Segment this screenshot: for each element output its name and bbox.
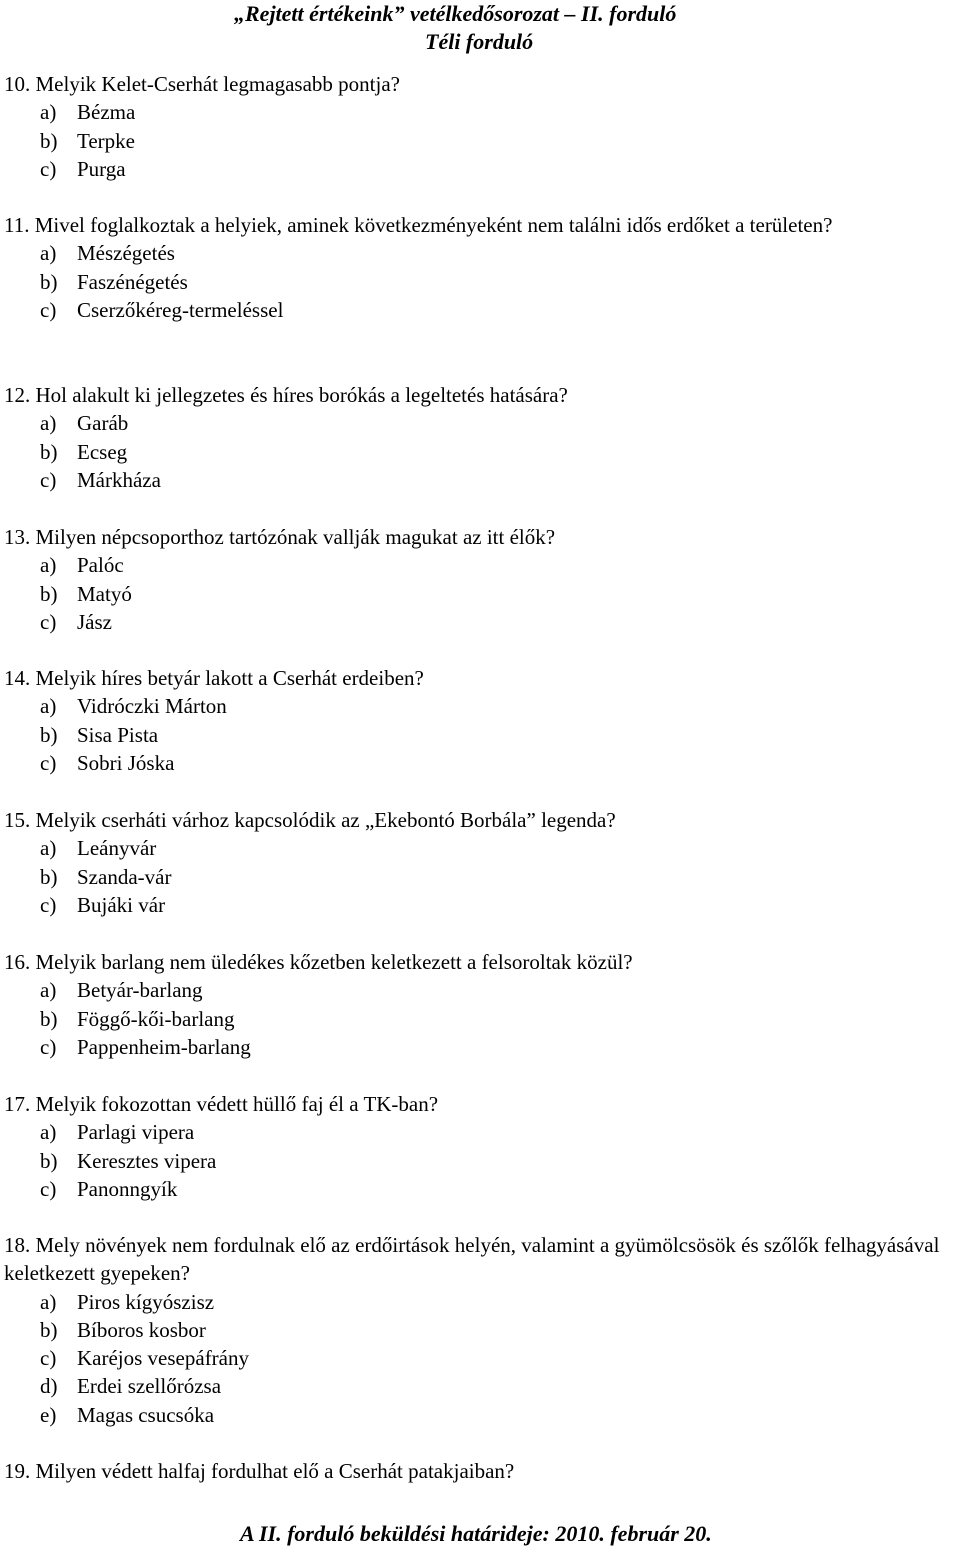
question-item <box>4 948 956 1061</box>
question-number: 14. <box>4 666 31 690</box>
option-letter: a) <box>40 978 57 1003</box>
question-text <box>4 523 956 551</box>
question-body: Melyik híres betyár lakott a Cserhát erdeiben? <box>35 666 424 690</box>
question-item <box>4 211 956 324</box>
question-item <box>4 806 956 919</box>
question-body: Milyen védett halfaj fordulhat elő a Cserhát patakjaiban? <box>35 1459 515 1483</box>
option-text: Terpke <box>77 128 135 153</box>
question-item <box>4 381 956 494</box>
option-text: Márkháza <box>77 467 161 492</box>
option-text: Faszénégetés <box>77 269 188 294</box>
answer-option <box>4 1288 956 1316</box>
option-letter: b) <box>40 1006 58 1031</box>
question-body: Melyik barlang nem üledékes kőzetben keletkezett a felsoroltak közül? <box>35 950 633 974</box>
option-text: Sisa Pista <box>77 722 159 747</box>
option-letter: b) <box>40 439 58 464</box>
answer-option <box>4 1005 956 1033</box>
option-letter: b) <box>40 269 58 294</box>
option-letter: b) <box>40 722 58 747</box>
question-number: 18. <box>4 1233 31 1257</box>
question-text <box>4 664 956 692</box>
option-letter: c) <box>40 467 57 492</box>
option-text: Pappenheim-barlang <box>77 1034 251 1059</box>
question-text <box>4 381 956 409</box>
option-letter: a) <box>40 553 57 578</box>
question-text <box>4 211 956 239</box>
question-item <box>4 1231 956 1429</box>
answer-option <box>4 1344 956 1372</box>
option-letter: c) <box>40 609 57 634</box>
question-body: Melyik cserháti várhoz kapcsolódik az „Ekebontó Borbála” legenda? <box>35 808 616 832</box>
question-text <box>4 1457 956 1485</box>
option-letter: c) <box>40 297 57 322</box>
round-subtitle: Téli forduló <box>425 29 534 54</box>
option-text: Föggő-kői-barlang <box>77 1006 235 1031</box>
answer-option <box>4 976 956 1004</box>
question-number: 19. <box>4 1459 31 1483</box>
question-body: Hol alakult ki jellegzetes és híres borókás a legeltetés hatására? <box>35 383 568 407</box>
option-letter: a) <box>40 100 57 125</box>
option-letter: b) <box>40 581 58 606</box>
question-body: Milyen népcsoporthoz tartózónak vallják magukat az itt élők? <box>35 525 556 549</box>
option-letter: a) <box>40 1289 57 1314</box>
answer-option <box>4 749 956 777</box>
option-letter: b) <box>40 864 58 889</box>
answer-option <box>4 127 956 155</box>
option-letter: c) <box>40 1346 57 1371</box>
question-item <box>4 523 956 636</box>
answer-option <box>4 692 956 720</box>
answer-option <box>4 1316 956 1344</box>
option-text: Parlagi vipera <box>77 1120 195 1145</box>
answer-option <box>4 1401 956 1429</box>
answer-option <box>4 1033 956 1061</box>
answer-option <box>4 268 956 296</box>
option-text: Sobri Jóska <box>77 750 175 775</box>
question-text <box>4 70 956 98</box>
question-text <box>4 1090 956 1118</box>
option-text: Garáb <box>77 411 129 436</box>
question-body: Mely növények nem fordulnak elő az erdőirtások helyén, valamint a gyümölcsösök és szőlők felhagyásával keletkezett gyepeken? <box>4 1233 940 1286</box>
option-text: Palóc <box>77 553 124 578</box>
option-text: Karéjos vesepáfrány <box>77 1346 249 1371</box>
option-letter: b) <box>40 128 58 153</box>
answer-option <box>4 1175 956 1203</box>
option-letter: d) <box>40 1374 58 1399</box>
answer-option <box>4 466 956 494</box>
question-text <box>4 806 956 834</box>
option-letter: e) <box>40 1402 57 1427</box>
option-text: Purga <box>77 156 126 181</box>
answer-option <box>4 1118 956 1146</box>
answer-option <box>4 296 956 324</box>
answer-option <box>4 98 956 126</box>
option-text: Piros kígyószisz <box>77 1289 215 1314</box>
option-letter: a) <box>40 1120 57 1145</box>
question-body: Melyik fokozottan védett hüllő faj él a TK-ban? <box>35 1092 439 1116</box>
answer-option <box>4 721 956 749</box>
option-letter: a) <box>40 694 57 719</box>
option-text: Mészégetés <box>77 241 175 266</box>
option-letter: a) <box>40 241 57 266</box>
option-letter: c) <box>40 156 57 181</box>
option-text: Magas csucsóka <box>77 1402 215 1427</box>
option-letter: c) <box>40 750 57 775</box>
answer-option <box>4 863 956 891</box>
answer-option <box>4 551 956 579</box>
option-text: Bézma <box>77 100 136 125</box>
option-letter: b) <box>40 1148 58 1173</box>
question-item <box>4 1457 956 1485</box>
page-header <box>0 0 960 60</box>
option-text: Jász <box>77 609 112 634</box>
option-text: Vidróczki Márton <box>77 694 227 719</box>
option-text: Bujáki vár <box>77 892 166 917</box>
option-text: Ecseg <box>77 439 128 464</box>
question-number: 15. <box>4 808 31 832</box>
question-body: Melyik Kelet-Cserhát legmagasabb pontja? <box>35 72 400 96</box>
question-item <box>4 70 956 183</box>
deadline-footer: A II. forduló beküldési határideje: 2010. február 20. <box>240 1521 712 1546</box>
question-number: 12. <box>4 383 31 407</box>
question-text <box>4 1231 956 1288</box>
series-title: „Rejtett értékeink” vetélkedősorozat – II. forduló <box>234 1 677 26</box>
option-text: Betyár-barlang <box>77 978 203 1003</box>
option-letter: b) <box>40 1317 58 1342</box>
answer-option <box>4 155 956 183</box>
option-text: Keresztes vipera <box>77 1148 217 1173</box>
question-item <box>4 1090 956 1203</box>
option-text: Cserzőkéreg-termeléssel <box>77 297 284 322</box>
answer-option <box>4 580 956 608</box>
answer-option <box>4 834 956 862</box>
answer-option <box>4 1147 956 1175</box>
answer-option <box>4 1372 956 1400</box>
option-text: Bíboros kosbor <box>77 1317 206 1342</box>
question-number: 16. <box>4 950 31 974</box>
option-letter: a) <box>40 411 57 436</box>
question-number: 17. <box>4 1092 31 1116</box>
question-text <box>4 948 956 976</box>
option-letter: a) <box>40 836 57 861</box>
question-number: 11. <box>4 213 30 237</box>
answer-option <box>4 891 956 919</box>
answer-option <box>4 608 956 636</box>
question-item <box>4 664 956 777</box>
answer-option <box>4 239 956 267</box>
option-letter: c) <box>40 892 57 917</box>
answer-option <box>4 438 956 466</box>
option-letter: c) <box>40 1034 57 1059</box>
option-text: Matyó <box>77 581 132 606</box>
option-text: Leányvár <box>77 836 157 861</box>
option-text: Panonngyík <box>77 1176 178 1201</box>
question-number: 13. <box>4 525 31 549</box>
option-letter: c) <box>40 1176 57 1201</box>
question-body: Mivel foglalkoztak a helyiek, aminek következményeként nem találni idős erdőket a területen? <box>34 213 833 237</box>
option-text: Erdei szellőrózsa <box>77 1374 222 1399</box>
question-number: 10. <box>4 72 31 96</box>
option-text: Szanda-vár <box>77 864 172 889</box>
answer-option <box>4 409 956 437</box>
